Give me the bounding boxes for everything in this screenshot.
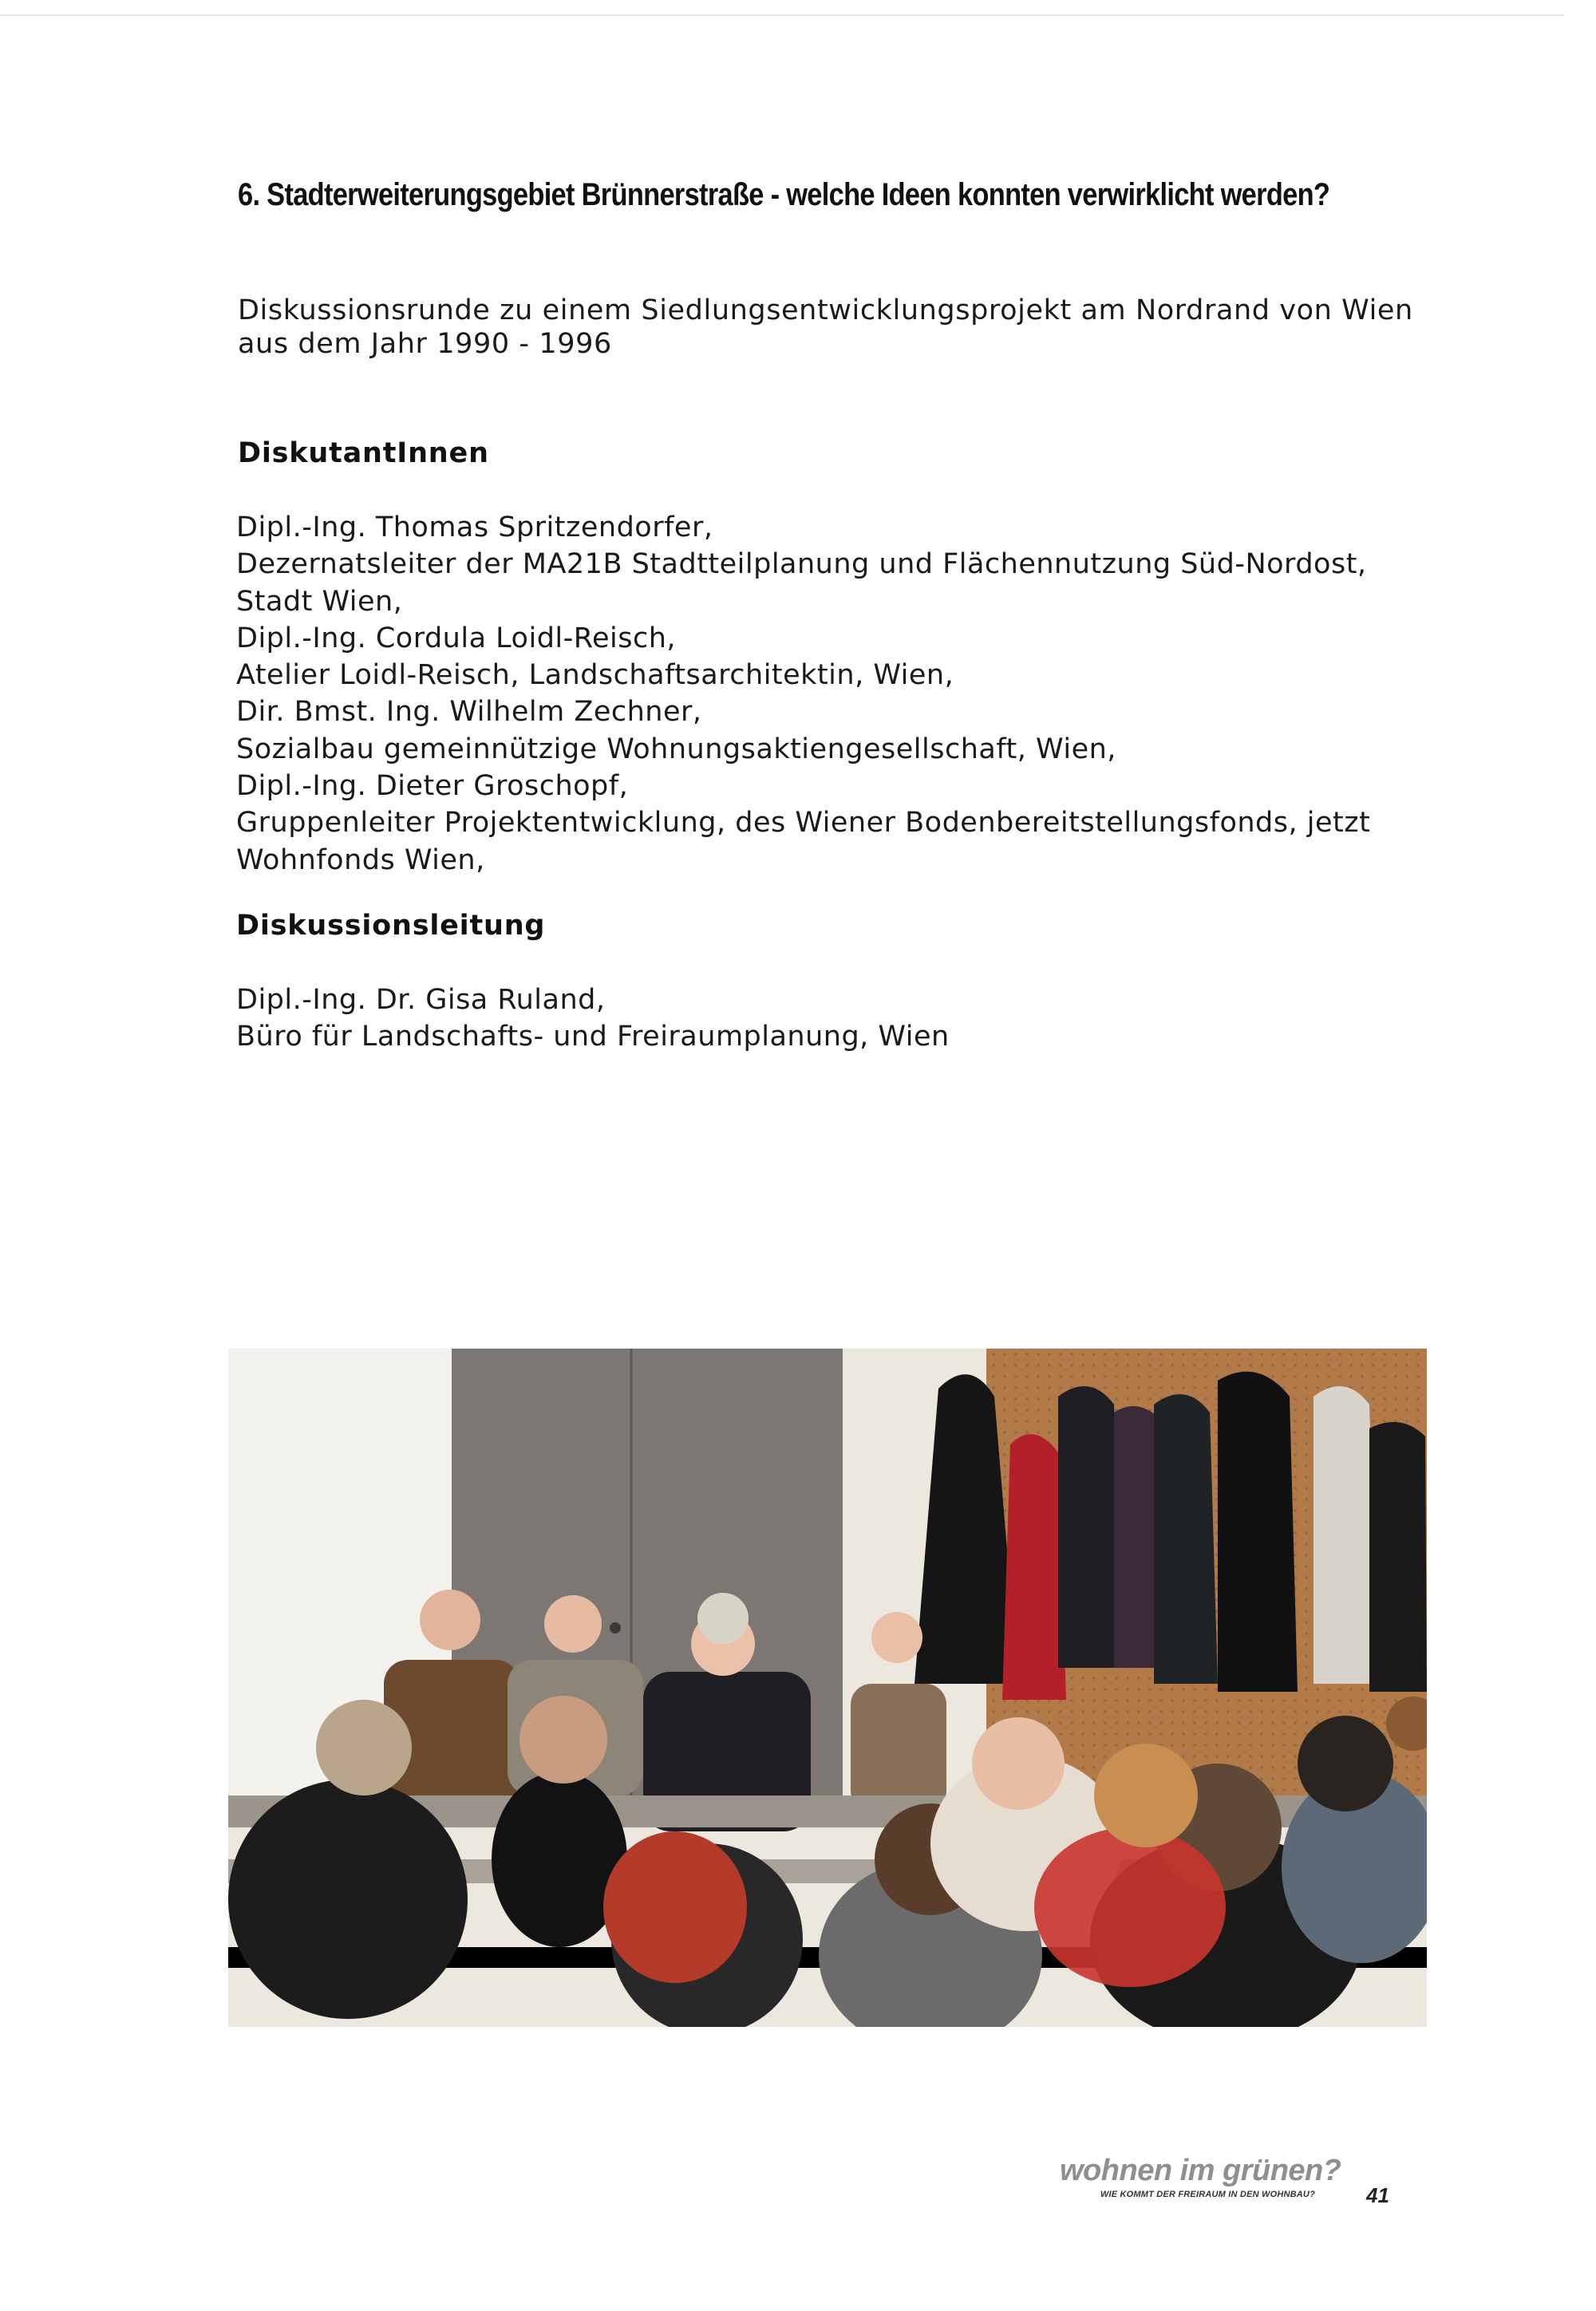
- participant-line: Dipl.-Ing. Cordula Loidl-Reisch,: [236, 622, 677, 654]
- participant-line: Dipl.-Ing. Thomas Spritzendorfer,: [236, 512, 713, 543]
- moderation-heading: Diskussionsleitung: [236, 910, 546, 942]
- participant-line: Sozialbau gemeinnützige Wohnungsaktiengesellschaft, Wien,: [236, 733, 1116, 765]
- participant-line: Wohnfonds Wien,: [236, 843, 485, 876]
- page-edge: [0, 14, 1564, 16]
- participant-line: Atelier Loidl-Reisch, Landschaftsarchitektin, Wien,: [236, 659, 954, 692]
- intro-line: aus dem Jahr 1990 - 1996: [238, 328, 612, 360]
- brand-title: wohnen im grünen?: [1060, 2154, 1341, 2187]
- intro-line: Diskussionsrunde zu einem Siedlungsentwicklungsprojekt am Nordrand von Wien: [238, 294, 1413, 326]
- participant-line: Dezernatsleiter der MA21B Stadtteilplanung und Flächennutzung Süd-Nordost,: [236, 548, 1367, 581]
- participant-line: Gruppenleiter Projektentwicklung, des Wiener Bodenbereitstellungsfonds, jetzt: [236, 807, 1371, 839]
- discussion-photo: [228, 1349, 1427, 2027]
- brand-subtitle: WIE KOMMT DER FREIRAUM IN DEN WOHNBAU?: [1100, 2190, 1315, 2199]
- moderator-line: Büro für Landschafts- und Freiraumplanung, Wien: [236, 1021, 950, 1053]
- participant-line: Stadt Wien,: [236, 585, 403, 618]
- moderation-list: [236, 982, 1481, 1056]
- section-title: 6. Stadterweiterungsgebiet Brünnerstraße - welche Ideen konnten verwirklicht werden?: [238, 177, 1330, 212]
- participant-line: Dipl.-Ing. Dieter Groschopf,: [236, 770, 629, 803]
- page-number: 41: [1366, 2183, 1389, 2207]
- moderator-line: Dipl.-Ing. Dr. Gisa Ruland,: [236, 984, 606, 1016]
- footer-brand: [1060, 2154, 1341, 2199]
- participant-line: Dir. Bmst. Ing. Wilhelm Zechner,: [236, 696, 702, 729]
- participants-heading: DiskutantInnen: [238, 437, 489, 469]
- intro-text: [238, 294, 1435, 361]
- participants-list: [236, 509, 1481, 879]
